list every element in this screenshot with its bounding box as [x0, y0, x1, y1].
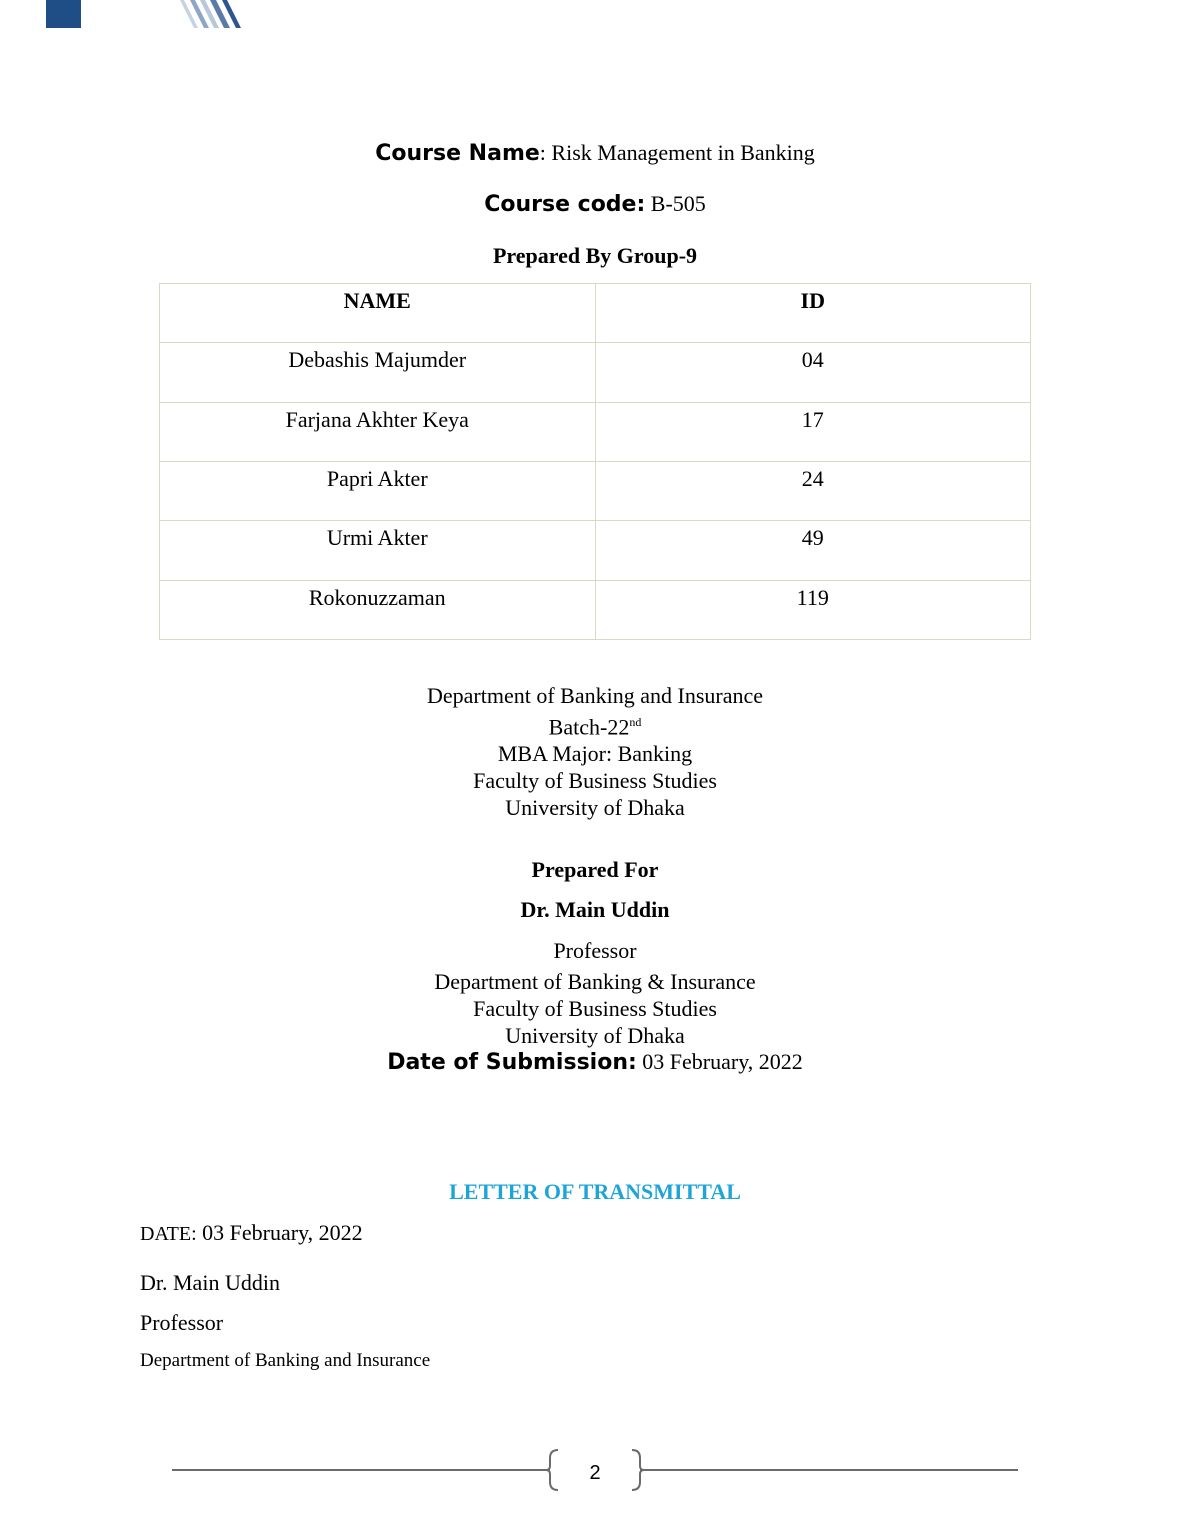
member-id: 49: [595, 521, 1031, 580]
page-number: 2: [589, 1462, 601, 1484]
faculty-line: Faculty of Business Studies: [473, 768, 717, 794]
table-row: [160, 521, 1031, 580]
letter-date-label: DATE:: [140, 1223, 197, 1245]
course-code-value: B-505: [645, 191, 706, 216]
member-name: Debashis Majumder: [160, 343, 596, 402]
table-row: [160, 402, 1031, 461]
member-id: 04: [595, 343, 1031, 402]
member-id: 17: [595, 402, 1031, 461]
major-line: MBA Major: Banking: [497, 741, 693, 767]
table-row: [160, 461, 1031, 520]
letter-date-line: [140, 1220, 363, 1246]
column-header-id: ID: [595, 284, 1031, 343]
page-footer: [172, 1448, 1018, 1492]
prepared-by-heading: Prepared By Group-9: [492, 243, 698, 268]
submission-date-value: 03 February, 2022: [636, 1049, 803, 1074]
group-members-table: [159, 283, 1031, 640]
course-name-label: Course Name: [375, 141, 540, 166]
column-header-name: NAME: [160, 284, 596, 343]
course-code-line: [0, 191, 1190, 217]
course-code-label: Course code:: [484, 192, 646, 217]
member-name: Urmi Akter: [160, 521, 596, 580]
batch-suffix: nd: [629, 715, 642, 729]
prepared-for-heading: Prepared For: [531, 857, 659, 882]
member-name: Farjana Akhter Keya: [160, 402, 596, 461]
recipient-name: Dr. Main Uddin: [140, 1270, 280, 1295]
course-name-line: [0, 140, 1190, 166]
member-name: Rokonuzzaman: [160, 580, 596, 639]
letter-title: LETTER OF TRANSMITTAL: [449, 1179, 741, 1204]
supervisor-department: Department of Banking & Insurance: [434, 969, 756, 994]
supervisor-university: University of Dhaka: [505, 1023, 685, 1048]
department-line: Department of Banking and Insurance: [427, 683, 763, 708]
supervisor-title: Professor: [553, 938, 637, 963]
batch-line: [0, 709, 1190, 740]
recipient-title: Professor: [140, 1310, 224, 1335]
course-name-value: : Risk Management in Banking: [539, 140, 815, 165]
submission-date-line: [0, 1049, 1190, 1075]
submission-date-label: Date of Submission:: [387, 1050, 637, 1075]
member-id: 119: [595, 580, 1031, 639]
supervisor-name: Dr. Main Uddin: [520, 897, 670, 922]
table-row: [160, 580, 1031, 639]
supervisor-details: [0, 937, 1190, 1049]
logo-stripes-icon: [178, 0, 248, 28]
supervisor-faculty: Faculty of Business Studies: [473, 996, 717, 1021]
recipient-department: Department of Banking and Insurance: [140, 1350, 431, 1371]
batch-text: Batch-22: [548, 714, 630, 740]
university-line: University of Dhaka: [505, 795, 685, 821]
institution-block: [0, 682, 1190, 821]
table-row: [160, 343, 1031, 402]
table-header-row: [160, 284, 1031, 343]
member-name: Papri Akter: [160, 461, 596, 520]
member-id: 24: [595, 461, 1031, 520]
letter-date-value: 03 February, 2022: [196, 1220, 363, 1245]
logo-block: [46, 0, 81, 28]
